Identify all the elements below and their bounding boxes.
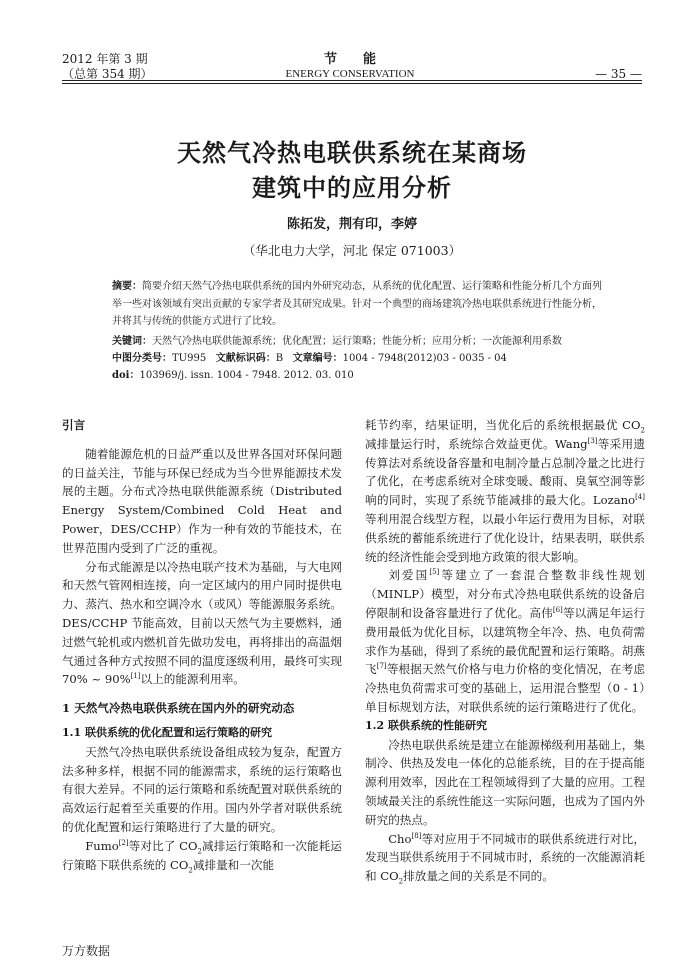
classification-line [112,350,602,368]
abstract [112,278,602,331]
issue-line-2: （总第 354 期） [62,67,153,81]
clc-value: TU995 [172,353,207,364]
issue-line-1: 2012 年第 3 期 [62,52,148,66]
section-1-heading: 1 天然气冷热电联供系统在国内外的研究动态 [62,701,295,716]
article-no-label: 文章编号： [292,353,343,364]
section-1-1-heading: 1.1 联供系统的优化配置和运行策略的研究 [62,725,272,739]
clc-label: 中图分类号： [112,353,172,364]
keywords-label: 关键词： [112,336,152,347]
header-rule-thick [62,80,642,81]
paragraph: 冷热电联供系统是建立在能源梯级利用基础上，集制冷、供热及发电一体化的总能系统，目的在于提高能源利用效率，因此在工程领域得到了大量的应用。工程领域最关注的系统性能这一实际问题，也成为了国内外研究的热点。 [365,737,645,827]
footer-watermark: 万方数据 [62,944,111,958]
right-column [365,416,645,886]
article-title-line-1: 天然气冷热电联供系统在某商场 [177,138,527,167]
abstract-text: 简要介绍天然气冷热电联供系统的国内外研究动态，从系统的优化配置、运行策略和性能分析几个方面列举一些对该领域有突出贡献的专家学者及其研究成果。针对一个典型的商场建筑冷热电联供系统进行性能分析，并将其与传统的供能方式进行了比较。 [112,281,602,327]
paragraph: Cho[8]等对应用于不同城市的联供系统进行对比，发现当联供系统用于不同城市时，系统的一次能源消耗和 $CO_2$排放量之间的关系是不同的。 [365,831,645,886]
header-rule-thin [62,83,642,84]
paragraph: 耗节约率，结果证明，当优化后的系统根据最优 $CO_2$减排量运行时，系统综合效益更优。Wang[3]等采用遗传算法对系统设备容量和电制冷量占总制冷量之比进行了优化，在考虑系统对全球变暖、酸雨、臭氧空洞等影响的同时，实现了系统节能减排的最大化。Lozano[4]等利用混合线型方程，以最小年运行费用为目标，对联供系统的蓄能系统进行了优化设计，结果表明，联供系统的经济性能会受到地方政策的很大影响。 [365,418,645,564]
doccode-value: B [275,353,284,364]
section-1-2-heading: 1.2 联供系统的性能研究 [365,718,487,732]
abstract-label: 摘要： [112,281,142,292]
paragraph: Fumo[2]等对比了 $CO_2$减排运行策略和一次能耗运行策略下联供系统的 $CO_2$减排量和一次能 [62,838,342,874]
doi-label: doi： [112,370,140,381]
page-number: — 35 — [595,67,642,81]
affiliation: （华北电力大学，河北 保定 071003） [242,243,462,258]
article-title-line-2: 建筑中的应用分析 [252,173,452,202]
paragraph: 天然气冷热电联供系统设备组成较为复杂，配置方法多种多样，根据不同的能源需求，系统的运行策略也有很大差异。不同的运行策略和系统配置对联供系统的高效运行起着至关重要的作用。国内外学者对联供系统的优化配置和运行策略进行了大量的研究。 [62,744,342,834]
journal-name-cn: 节 能 [323,52,376,67]
doi-line [112,367,602,385]
left-column [62,416,342,874]
intro-heading: 引言 [62,418,86,432]
paragraph: 分布式能源是以冷热电联产技术为基础，与大电网和天然气管网相连接，向一定区域内的用户同时提供电力、蒸汽、热水和空调冷水（或风）等能源服务系统。DES/CCHP 节能高效，目前以天然气为主要燃料，通过燃气轮机或内燃机首先做功发电，再将排出的高温烟气通过各种方式按照不同的温度逐级利用，最终可实现 70% ~ 90%[1]以上的能源利用率。 [62,559,342,687]
paragraph: 刘爱国[5]等建立了一套混合整数非线性规划（MINLP）模型，对分布式冷热电联供系统的设备启停限制和设备容量进行了优化。高伟[6]等以满足年运行费用最低为优化目标，以建筑物全年冷、热、电负荷需求作为基础，得到了系统的最优配置和运行策略。胡燕飞[7]等根据天然气价格与电力价格的变化情况，在考虑冷热电负荷需求可变的基础上，运用混合整型（0 - 1）单目标规划方法，对联供系统的运行策略进行了优化。 [365,568,645,714]
doccode-label: 文献标识码： [215,353,276,364]
journal-name-en: ENERGY CONSERVATION [285,68,415,80]
authors: 陈拓发，荆有印，李婷 [286,217,417,232]
article-no-value: 1004 - 7948(2012)03 - 0035 - 04 [342,353,507,364]
keywords [112,333,602,351]
doi-value: 103969/j. issn. 1004 - 7948. 2012. 03. 010 [139,370,354,381]
paragraph: 随着能源危机的日益严重以及世界各国对环保问题的日益关注，节能与环保已经成为当今世界能源技术发展的主题。分布式冷热电联供能源系统（Distributed Energy System/Combined Cold Heat and Power，DES/CCHP）作为一种有效的节能技术，在世界范围内受到了广泛的重视。 [62,446,342,555]
keywords-text: 天然气冷热电联供能源系统；优化配置；运行策略；性能分析；应用分析；一次能源利用系数 [152,336,562,347]
